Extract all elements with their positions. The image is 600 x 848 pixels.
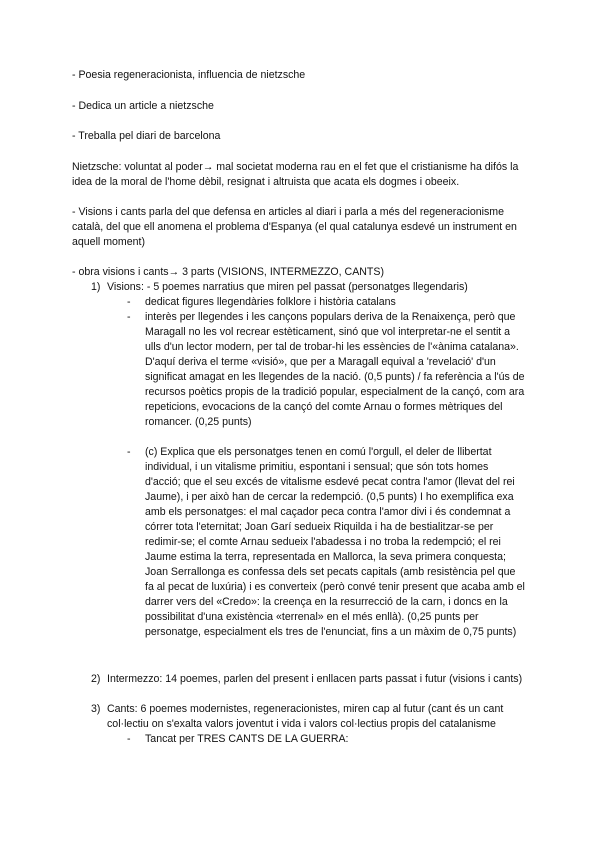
intro-line-3: - Treballa pel diari de barcelona	[72, 130, 221, 142]
list-item-text: Cants: 6 poemes modernistes, regeneracionistes, miren cap al futur (cant és un cant col·lectiu on s'exalta valors joventut i vida i valors col·lectius propis del catalanisme	[107, 703, 504, 730]
list-number: 3)	[91, 703, 101, 715]
bullet-dash: -	[127, 311, 131, 323]
bullet-dash: -	[127, 733, 131, 745]
list-number: 1)	[91, 281, 101, 293]
list-item-text: Visions: - 5 poemes narratius que miren pel passat (personatges llegendaris)	[107, 281, 468, 293]
sub-item-text: dedicat figures llegendàries folklore i història catalans	[145, 296, 396, 308]
sub-item-text: Tancat per TRES CANTS DE LA GUERRA:	[145, 733, 349, 745]
intro-line-1: - Poesia regeneracionista, influencia de nietzsche	[72, 69, 306, 81]
sub-item-text: (c) Explica que els personatges tenen en comú l'orgull, el deler de llibertat individual, i un vitalisme primitiu, espontani i sensual; que són tots homes d'acció; que el seu excés de vitalisme esdevé pecat contra l'amor (llevat del rei Jaume), i per això han de cercar la redempció. (0,5 punts) I ho exemplifica exa amb els personatges: el mal caçador peca contra l'amor divi i és condemnat a córrer tota l'eternitat; Joan Garí sedueix Riquilda i ha de bestialitzar-se per redimir-se; el comte Arnau sedueix l'abadessa i no troba la redempció; el rei Jaume estima la terra, representada en Mallorca, la seva primera conquesta; Joan Serrallonga es confessa dels set pecats capitals (amb resistència pel que fa al pecat de luxúria) i es converteix (però convé tenir present que acaba amb el darrer vers del «Credo»: la creença en la resurrecció de la carn, i doncs en la possibilitat d'una existència «terrenal» en el més enllà). (0,25 punts per personatge, especialment els tres de l'enunciat, fins a un màxim de 0,75 punts)	[145, 446, 525, 638]
list-item-text: Intermezzo: 14 poemes, parlen del present i enllacen parts passat i futur (visions i cants)	[107, 673, 523, 685]
list-number: 2)	[91, 673, 101, 685]
sub-item-text: interès per llegendes i les cançons populars deriva de la Renaixença, però que Maragall no les vol recrear estèticament, sinó que vol interpretar-ne el sentit a ulls d'un lector modern, per tal de trobar-hi les essències de l'«ànima catalana». D'aquí deriva el terme «visió», que per a Maragall equival a 'revelació' d'un significat amagat en les llegendes de la nació. (0,5 punts) / fa referència a l'ús de recursos poètics propis de la tradició popular, especialment de la cançó, com ara repeticions, evocacions de la cançó del comte Arnau o formes mètriques del romancer. (0,25 punts)	[145, 311, 525, 428]
bullet-dash: -	[127, 446, 131, 458]
intro-line-2: - Dedica un article a nietzsche	[72, 100, 214, 112]
visions-paragraph: - Visions i cants parla del que defensa en articles al diari i parla a més del regeneracionisme català, del que ell anomena el problema d'Espanya (el qual catalunya esdevé un instrument en aquell moment)	[72, 206, 517, 248]
obra-line: - obra visions i cants→ 3 parts (VISIONS, INTERMEZZO, CANTS)	[72, 266, 384, 278]
nietzsche-paragraph: Nietzsche: voluntat al poder→ mal societat moderna rau en el fet que el cristianisme ha difós la idea de la moral de l'home dèbil, resignat i altruista que acata els dogmes i obeeix.	[72, 161, 519, 188]
bullet-dash: -	[127, 296, 131, 308]
